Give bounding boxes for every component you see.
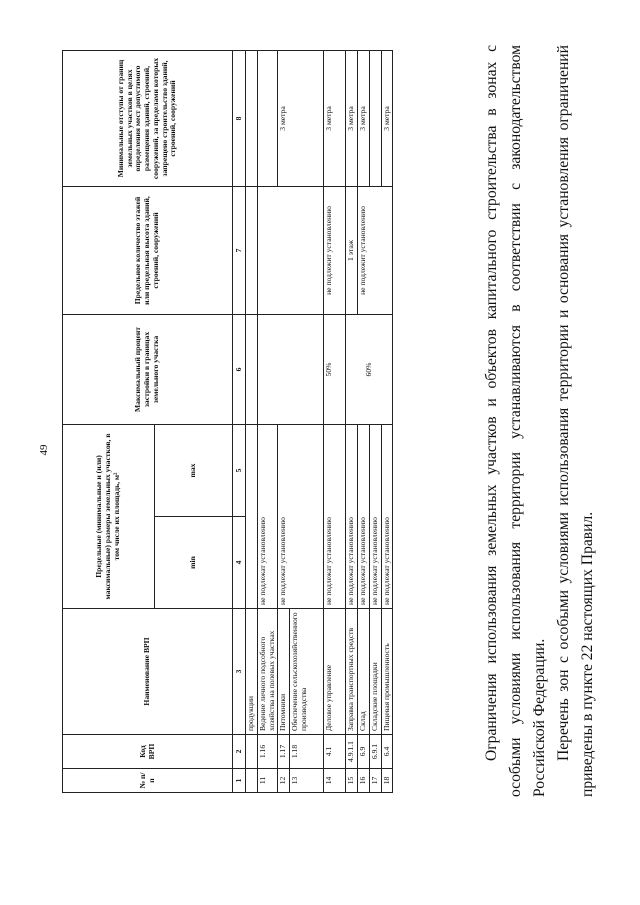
cell-setback: 3 метра [381, 50, 393, 186]
col-number: 3 [233, 609, 246, 735]
cell-code: 4.9.1.1 [346, 735, 358, 769]
regulations-table [62, 50, 393, 793]
header-build-percent: Максимальный процент застройки в границах земельного участка [63, 314, 233, 424]
cell-number: 17 [369, 769, 381, 793]
paragraph-zone-list: Перечень зон с особыми условиями использования территории и основания установления ограничений приведены в пункте 22 настоящих Правил. [555, 45, 596, 797]
table-row-continued [246, 50, 258, 792]
col-number: 6 [233, 314, 246, 424]
header-setback: Минимальные отступы от границ земельных участков в целях определения мест допустимого размещения зданий, строений, сооружений, за пределами которых запрещено строительство зданий, строений, сооружений [63, 50, 233, 186]
col-number: 5 [233, 424, 246, 516]
cell-floors: не подлежит установлению [358, 186, 393, 314]
cell-name: Питомники [278, 609, 290, 735]
cell-floors: не подлежит установлению [324, 186, 346, 314]
cell-number: 13 [290, 769, 324, 793]
body-text [480, 45, 600, 797]
cell-number: 15 [346, 769, 358, 793]
table-row [258, 50, 278, 792]
column-numbers-row [233, 50, 246, 792]
cell-code: 6.4 [381, 735, 393, 769]
header-min: min [155, 517, 233, 609]
cell-code: 6.9 [358, 735, 370, 769]
cell-number: 18 [381, 769, 393, 793]
header-number: № п/п [63, 769, 233, 793]
cell-setback: 3 метра [346, 50, 358, 186]
cell-number: 12 [278, 769, 290, 793]
cell-build-percent [258, 314, 324, 424]
header-code: Код ВРП [63, 735, 233, 769]
cell-floors: 1 этаж [346, 186, 358, 314]
cell-build-percent: 60% [346, 314, 393, 424]
cell-area: не подлежат установлению [369, 424, 381, 608]
cell-setback: 3 метра [324, 50, 346, 186]
cell-name: Обеспечение сельскохозяйственного производства [290, 609, 324, 735]
table-row [346, 50, 358, 792]
header-area-group: Предельные (минимальные и (или) максимальные) размеры земельных участков, в том числе их площадь, м² [63, 424, 155, 608]
cell-name: Склад [358, 609, 370, 735]
cell-setback: 3 метра [358, 50, 370, 186]
col-number: 2 [233, 735, 246, 769]
cell-floors [258, 186, 324, 314]
cell-area: не подлежат установлению [358, 424, 370, 608]
header-max: max [155, 424, 233, 516]
cell-name: Складские площадки [369, 609, 381, 735]
cell-area: не подлежат установлению [278, 424, 324, 608]
header-name: Наименование ВРП [63, 609, 233, 735]
header-floors: Предельное количество этажей или предельная высота зданий, строений, сооружений [63, 186, 233, 314]
cell-name: Ведение личного подсобного хозяйства на полевых участках [258, 609, 278, 735]
cell-code: 1.17 [278, 735, 290, 769]
header-row [63, 50, 155, 792]
cell-code: 1.18 [290, 735, 324, 769]
cell-build-percent: 50% [324, 314, 346, 424]
cell-code: 6.9.1 [369, 735, 381, 769]
col-number: 4 [233, 517, 246, 609]
cell-name: Заправка транспортных средств [346, 609, 358, 735]
cell-name: продукции [246, 609, 258, 735]
cell-setback [369, 50, 381, 186]
cell-area: не подлежат установлению [346, 424, 358, 608]
cell-setback: 3 метра [278, 50, 324, 186]
cell-area: не подлежат установлению [381, 424, 393, 608]
paragraph-restrictions: Ограничения использования земельных участков и объектов капитального строительства в зонах с особыми условиями использования территории устанавливаются в соответствии с законодательством Российской Федерации. [483, 45, 548, 797]
cell-number: 14 [324, 769, 346, 793]
cell-code: 4.1 [324, 735, 346, 769]
cell-code: 1.16 [258, 735, 278, 769]
cell-number: 16 [358, 769, 370, 793]
col-number: 7 [233, 186, 246, 314]
cell-setback [258, 50, 278, 186]
cell-name: Пищевая промышленность [381, 609, 393, 735]
cell-name: Деловое управление [324, 609, 346, 735]
cell-area: не подлежат установлению [324, 424, 346, 608]
col-number: 8 [233, 50, 246, 186]
cell-number: 11 [258, 769, 278, 793]
table-row [324, 50, 346, 792]
col-number: 1 [233, 769, 246, 793]
cell-area: не подлежат установлению [258, 424, 278, 608]
page-number: 49 [38, 444, 50, 456]
